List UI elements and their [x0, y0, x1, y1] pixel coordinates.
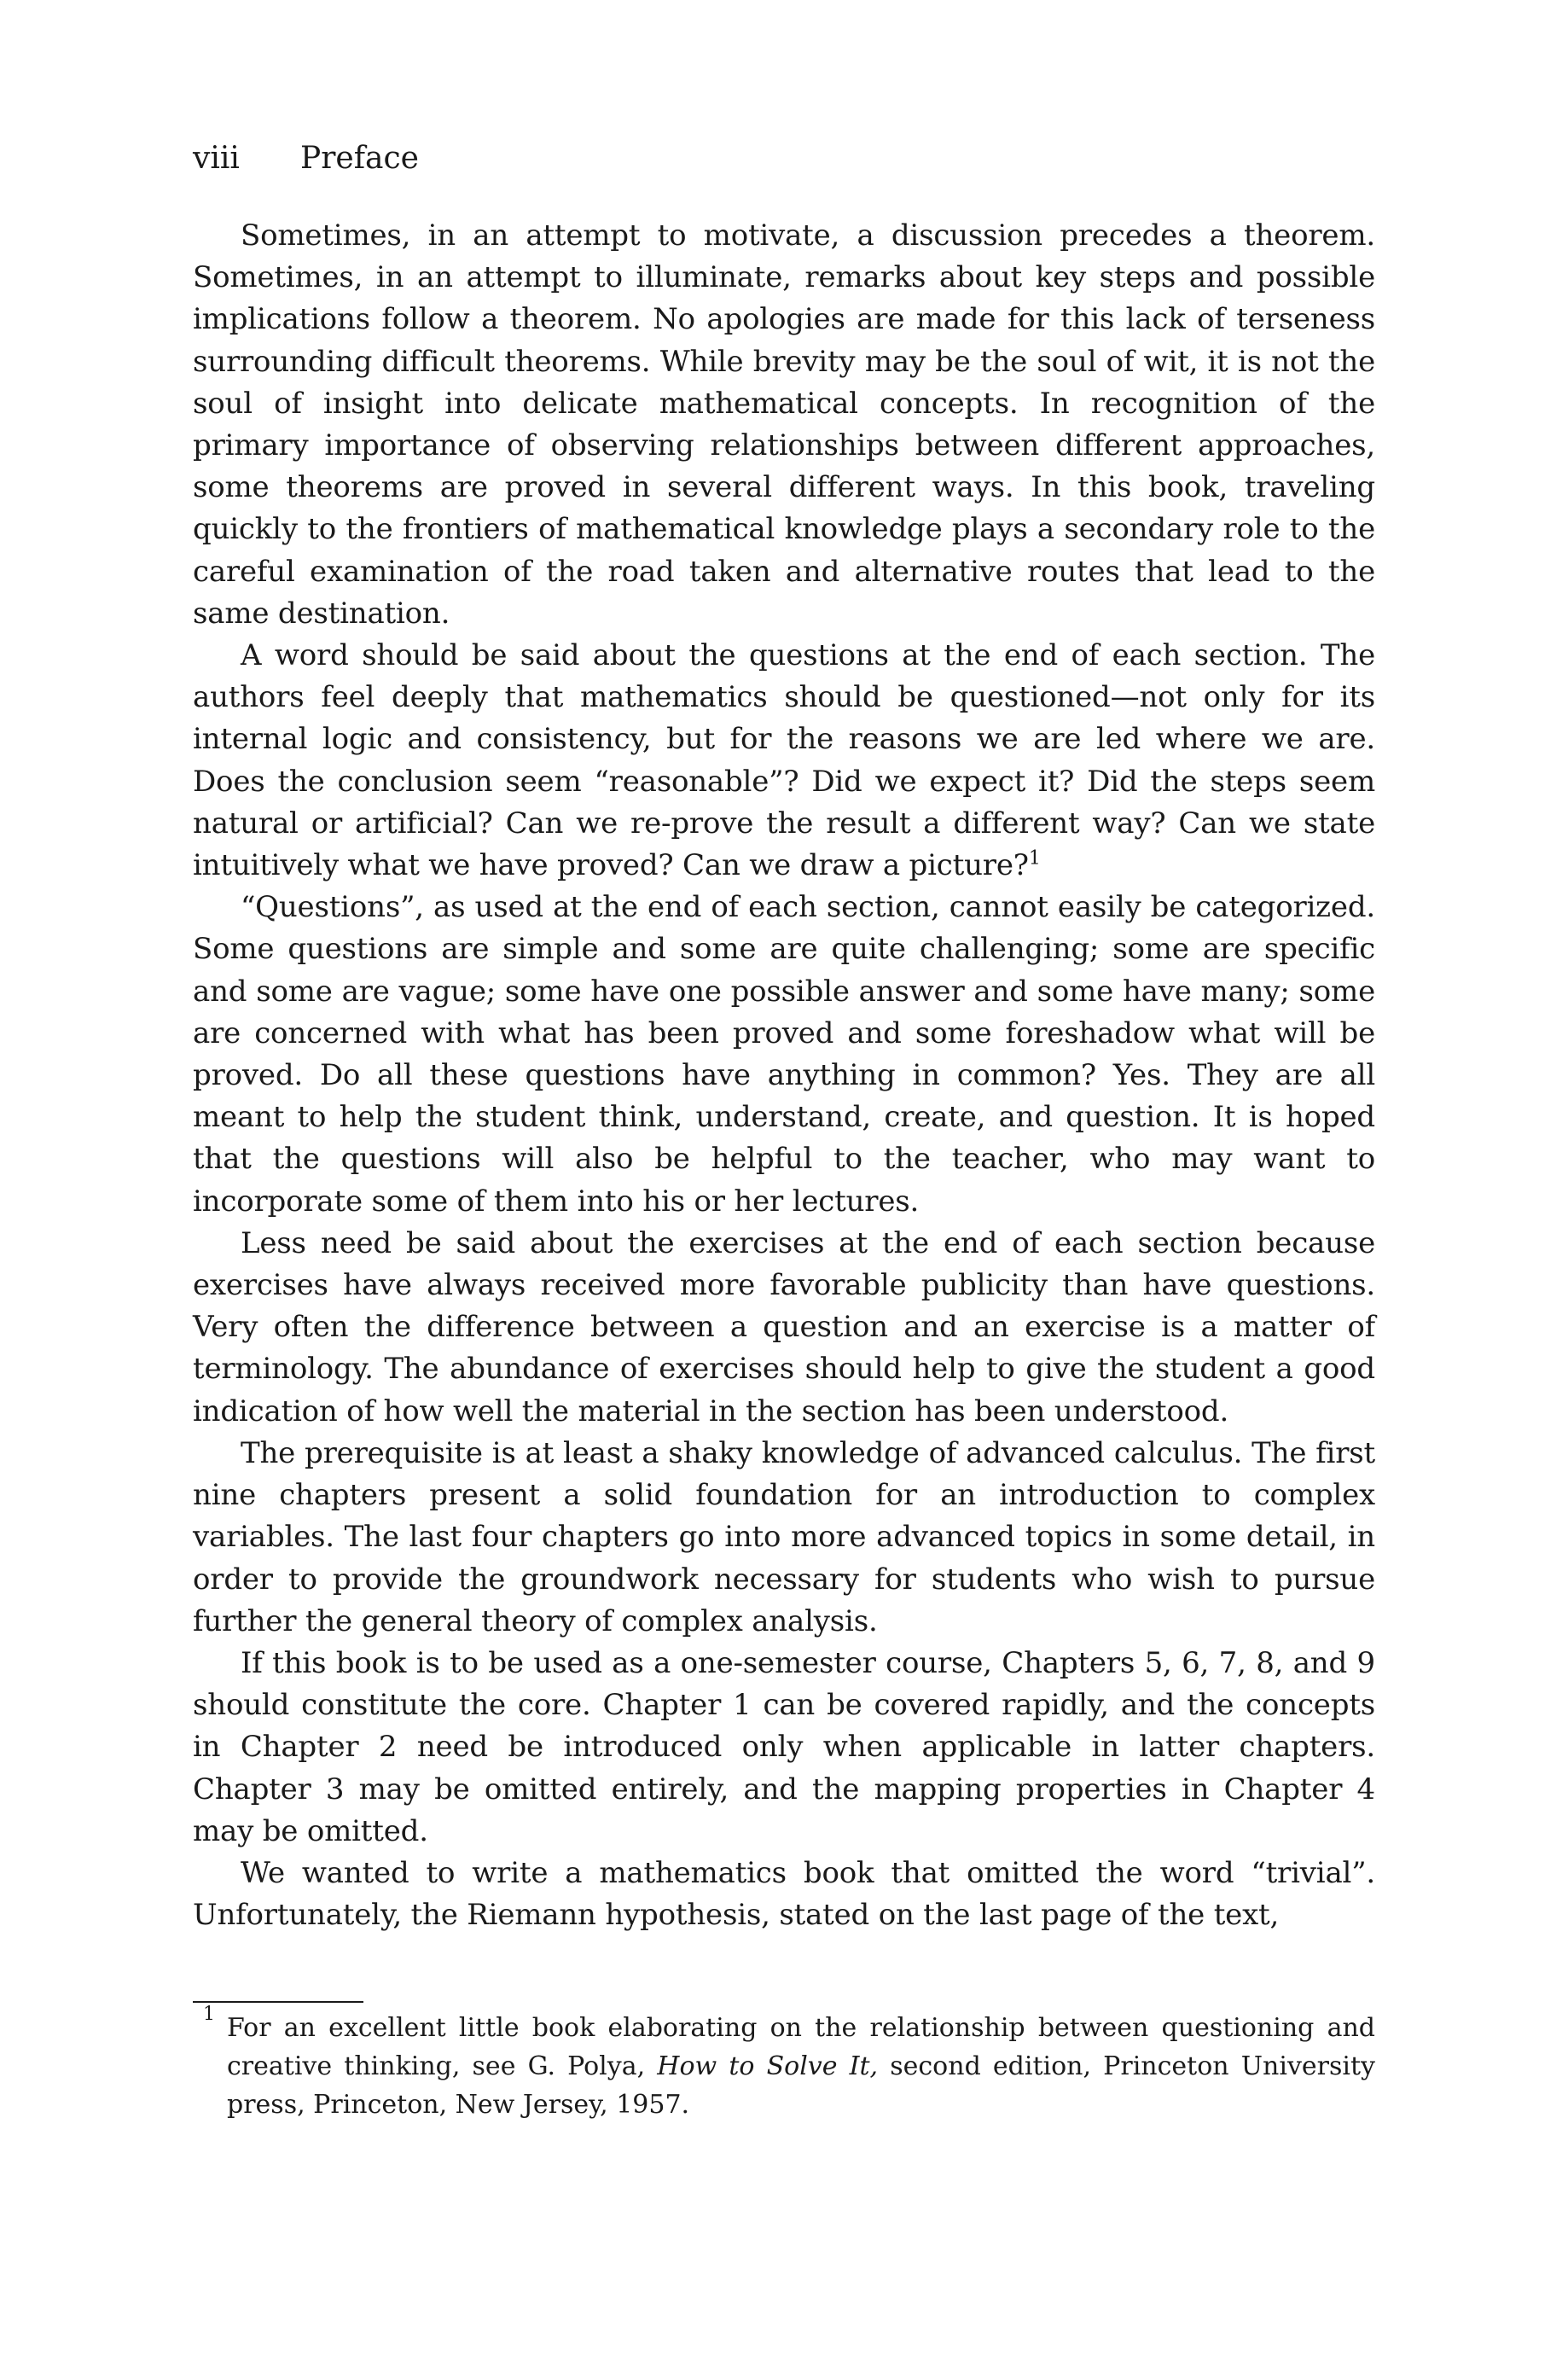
footnote-body [193, 2009, 1375, 2124]
paragraph-questions-categories: “Questions”, as used at the end of each section, cannot easily be categorized. Some questions are simple and some are quite challenging; some are specific and some are vague; some have one possible answer and some have many; some are concerned with what has been proved and some foreshadow what will be proved. Do all these questions have anything in common? Yes. They are all meant to help the student think, understand, create, and question. It is hoped that the questions will also be helpful to the teacher, who may want to incorporate some of them into his or her lectures. [193, 890, 1375, 1219]
footnote-text-before: For an excellent little book elaborating on the relationship between questioning and creative thinking, see G. Polya, [227, 2013, 1375, 2081]
body-text [193, 215, 1375, 1936]
paragraph-exercises: Less need be said about the exercises at the end of each section because exercises have always received more favorable publicity than have questions. Very often the difference between a question and an exercise is a matter of terminology. The abundance of exercises should help to give the student a good indication of how well the material in the section has been understood. [193, 1225, 1375, 1428]
footnote-marker: 1 [203, 2004, 215, 2025]
running-title: Preface [300, 141, 419, 176]
footnote-reference: 1 [1028, 847, 1041, 870]
paragraph-prerequisites: The prerequisite is at least a shaky knowledge of advanced calculus. The first nine chapters present a solid foundation for an introduction to complex variables. The last four chapters go into more advanced topics in some detail, in order to provide the groundwork necessary for students who wish to pursue further the general theory of complex analysis. [193, 1435, 1375, 1638]
footnote-divider [193, 2001, 363, 2003]
running-head [193, 140, 419, 177]
paragraph-motivation: Sometimes, in an attempt to motivate, a discussion precedes a theorem. Sometimes, in an attempt to illuminate, remarks about key steps and possible implications follow a theorem. No apologies are made for this lack of terseness surrounding difficult theorems. While brevity may be the soul of wit, it is not the soul of insight into delicate mathematical concepts. In recognition of the primary importance of observing relationships between different approaches, some theorems are proved in several different ways. In this book, traveling quickly to the frontiers of mathematical knowledge plays a secondary role to the careful examination of the road taken and alternative routes that lead to the same destination. [193, 218, 1375, 631]
paragraph-questions-intro-text: A word should be said about the questions at the end of each section. The authors feel deeply that mathematics should be questioned—not only for its internal logic and consistency, but for the reasons we are led where we are. Does the conclusion seem “reasonable”? Did we expect it? Did the steps seem natural or artificial? Can we re-prove the result a different way? Can we state intuitively what we have proved? Can we draw a picture? [193, 638, 1375, 883]
paragraph-questions-intro [193, 635, 1375, 887]
footnote-text-after: second edition, Princeton University press, Princeton, New Jersey, 1957. [227, 2051, 1375, 2120]
paragraph-trivial: We wanted to write a mathematics book that omitted the word “trivial”. Unfortunately, the Riemann hypothesis, stated on the last page of the text, [193, 1855, 1375, 1933]
footnote-book-title: How to Solve It, [657, 2051, 879, 2081]
footnote [193, 2004, 1375, 2124]
paragraph-course-usage: If this book is to be used as a one-semester course, Chapters 5, 6, 7, 8, and 9 should constitute the core. Chapter 1 can be covered rapidly, and the concepts in Chapter 2 need be introduced only when applicable in latter chapters. Chapter 3 may be omitted entirely, and the mapping properties in Chapter 4 may be omitted. [193, 1645, 1375, 1848]
page-number: viii [193, 141, 240, 176]
